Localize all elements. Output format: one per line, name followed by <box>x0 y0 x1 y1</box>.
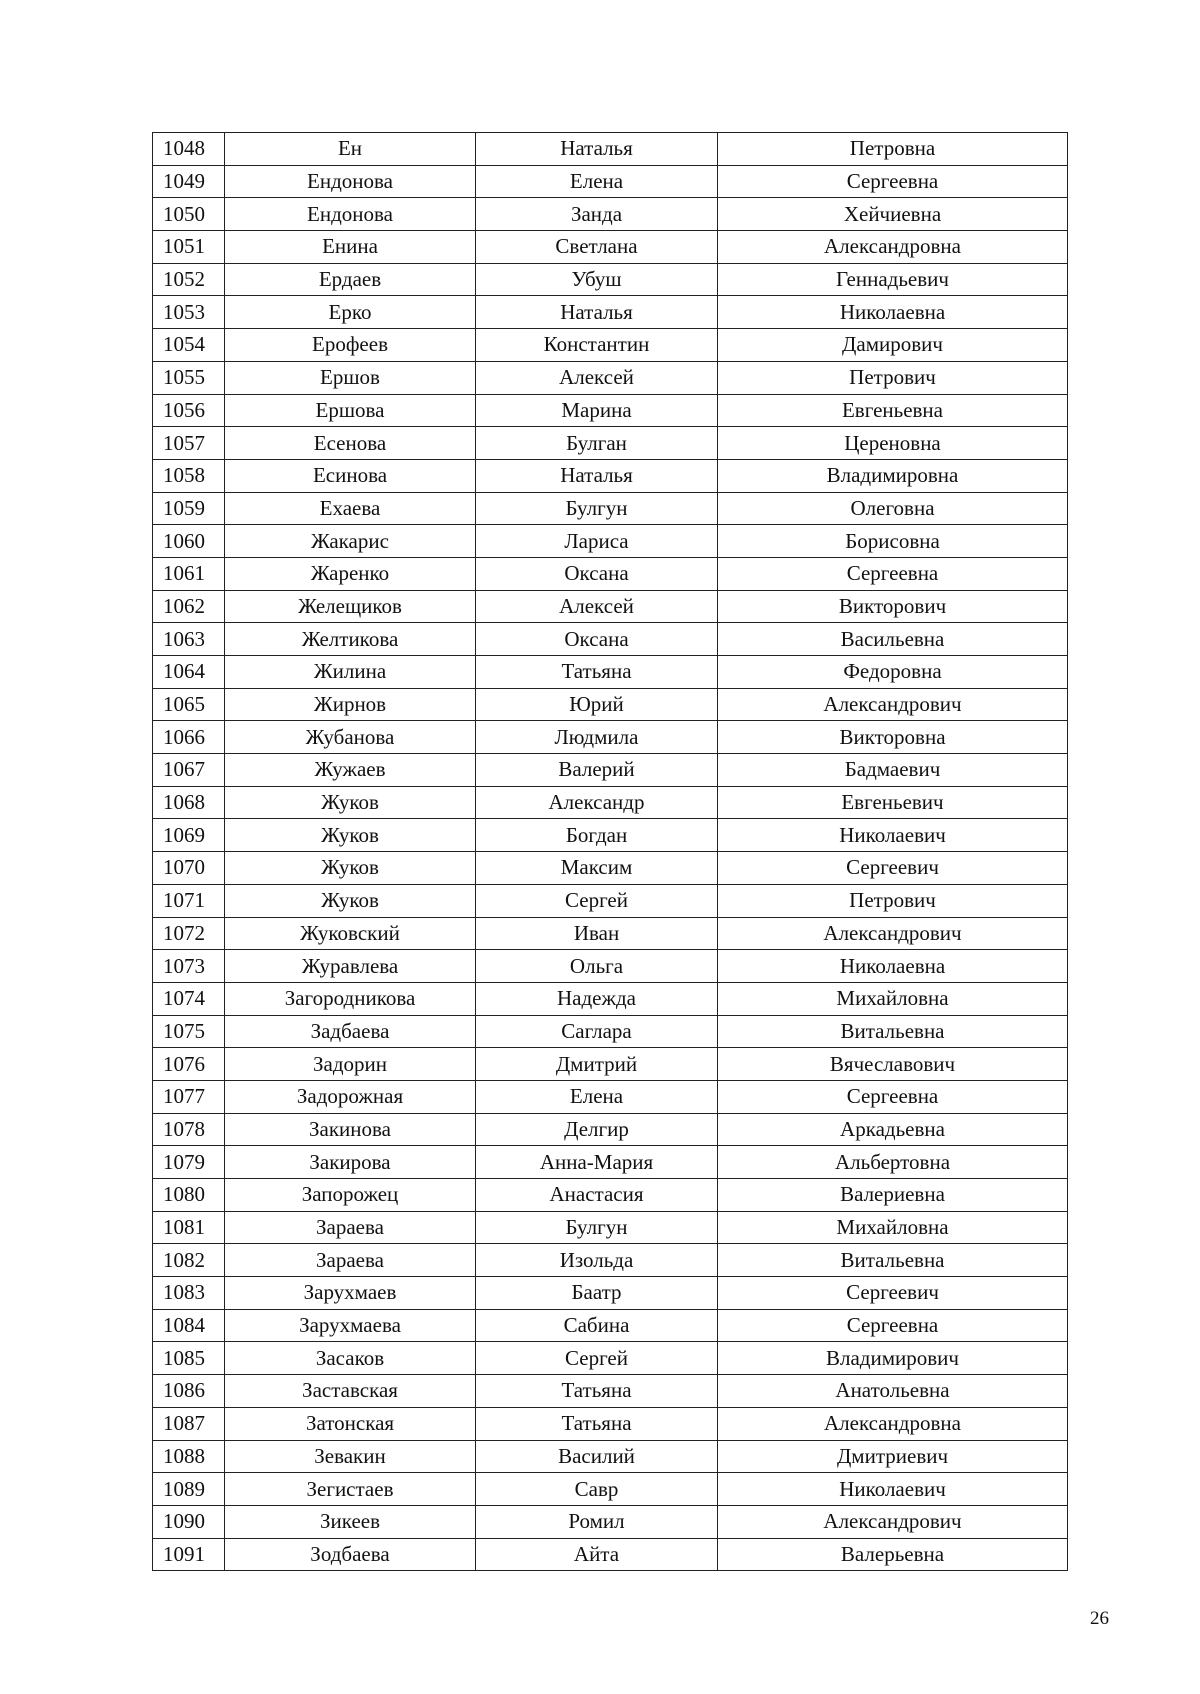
first-name-cell: Иван <box>476 917 718 950</box>
table-row <box>153 1048 1068 1081</box>
last-name-cell: Енина <box>225 231 476 264</box>
patronymic-cell: Александрович <box>718 1505 1068 1538</box>
row-number-cell: 1087 <box>153 1407 225 1440</box>
row-number-cell: 1078 <box>153 1113 225 1146</box>
row-number-cell: 1070 <box>153 852 225 885</box>
last-name-cell: Ендонова <box>225 198 476 231</box>
last-name-cell: Ерофеев <box>225 329 476 362</box>
first-name-cell: Татьяна <box>476 656 718 689</box>
patronymic-cell: Николаевна <box>718 950 1068 983</box>
first-name-cell: Наталья <box>476 133 718 166</box>
first-name-cell: Василий <box>476 1440 718 1473</box>
patronymic-cell: Хейчиевна <box>718 198 1068 231</box>
last-name-cell: Желещиков <box>225 590 476 623</box>
table-row <box>153 1277 1068 1310</box>
row-number-cell: 1061 <box>153 557 225 590</box>
row-number-cell: 1088 <box>153 1440 225 1473</box>
last-name-cell: Зарухмаева <box>225 1309 476 1342</box>
row-number-cell: 1066 <box>153 721 225 754</box>
table-row <box>153 1375 1068 1408</box>
last-name-cell: Заставская <box>225 1375 476 1408</box>
patronymic-cell: Александровна <box>718 231 1068 264</box>
row-number-cell: 1052 <box>153 263 225 296</box>
patronymic-cell: Васильевна <box>718 623 1068 656</box>
patronymic-cell: Бадмаевич <box>718 754 1068 787</box>
first-name-cell: Изольда <box>476 1244 718 1277</box>
patronymic-cell: Витальевна <box>718 1015 1068 1048</box>
patronymic-cell: Дамирович <box>718 329 1068 362</box>
first-name-cell: Оксана <box>476 557 718 590</box>
row-number-cell: 1080 <box>153 1179 225 1212</box>
row-number-cell: 1048 <box>153 133 225 166</box>
table-row <box>153 1342 1068 1375</box>
row-number-cell: 1053 <box>153 296 225 329</box>
table-row <box>153 133 1068 166</box>
row-number-cell: 1064 <box>153 656 225 689</box>
patronymic-cell: Геннадьевич <box>718 263 1068 296</box>
row-number-cell: 1085 <box>153 1342 225 1375</box>
table-row <box>153 852 1068 885</box>
row-number-cell: 1074 <box>153 982 225 1015</box>
table-row <box>153 296 1068 329</box>
patronymic-cell: Викторовна <box>718 721 1068 754</box>
row-number-cell: 1065 <box>153 688 225 721</box>
row-number-cell: 1051 <box>153 231 225 264</box>
patronymic-cell: Александрович <box>718 917 1068 950</box>
row-number-cell: 1073 <box>153 950 225 983</box>
row-number-cell: 1063 <box>153 623 225 656</box>
patronymic-cell: Евгеньевна <box>718 394 1068 427</box>
patronymic-cell: Александрович <box>718 688 1068 721</box>
row-number-cell: 1062 <box>153 590 225 623</box>
first-name-cell: Марина <box>476 394 718 427</box>
table-row <box>153 1080 1068 1113</box>
patronymic-cell: Валериевна <box>718 1179 1068 1212</box>
first-name-cell: Делгир <box>476 1113 718 1146</box>
row-number-cell: 1072 <box>153 917 225 950</box>
first-name-cell: Булгун <box>476 492 718 525</box>
table-row <box>153 819 1068 852</box>
patronymic-cell: Дмитриевич <box>718 1440 1068 1473</box>
table-row <box>153 1113 1068 1146</box>
first-name-cell: Баатр <box>476 1277 718 1310</box>
row-number-cell: 1069 <box>153 819 225 852</box>
last-name-cell: Ен <box>225 133 476 166</box>
row-number-cell: 1058 <box>153 459 225 492</box>
last-name-cell: Жуков <box>225 852 476 885</box>
last-name-cell: Есинова <box>225 459 476 492</box>
last-name-cell: Засаков <box>225 1342 476 1375</box>
patronymic-cell: Николаевич <box>718 1473 1068 1506</box>
patronymic-cell: Вячеславович <box>718 1048 1068 1081</box>
row-number-cell: 1076 <box>153 1048 225 1081</box>
table-row <box>153 1179 1068 1212</box>
first-name-cell: Сабина <box>476 1309 718 1342</box>
patronymic-cell: Сергеевна <box>718 165 1068 198</box>
names-table-body <box>153 133 1068 1571</box>
first-name-cell: Елена <box>476 1080 718 1113</box>
last-name-cell: Жилина <box>225 656 476 689</box>
last-name-cell: Желтикова <box>225 623 476 656</box>
row-number-cell: 1055 <box>153 361 225 394</box>
last-name-cell: Зараева <box>225 1211 476 1244</box>
table-row <box>153 1211 1068 1244</box>
table-row <box>153 1407 1068 1440</box>
table-row <box>153 459 1068 492</box>
first-name-cell: Ольга <box>476 950 718 983</box>
first-name-cell: Савр <box>476 1473 718 1506</box>
last-name-cell: Задбаева <box>225 1015 476 1048</box>
last-name-cell: Закирова <box>225 1146 476 1179</box>
table-row <box>153 165 1068 198</box>
row-number-cell: 1091 <box>153 1538 225 1571</box>
table-row <box>153 1473 1068 1506</box>
table-row <box>153 492 1068 525</box>
first-name-cell: Наталья <box>476 459 718 492</box>
last-name-cell: Жуков <box>225 786 476 819</box>
table-row <box>153 1309 1068 1342</box>
row-number-cell: 1084 <box>153 1309 225 1342</box>
page-number: 26 <box>1090 1608 1109 1629</box>
table-row <box>153 263 1068 296</box>
patronymic-cell: Петровна <box>718 133 1068 166</box>
patronymic-cell: Владимирович <box>718 1342 1068 1375</box>
last-name-cell: Жуков <box>225 884 476 917</box>
table-row <box>153 198 1068 231</box>
table-row <box>153 950 1068 983</box>
first-name-cell: Константин <box>476 329 718 362</box>
patronymic-cell: Аркадьевна <box>718 1113 1068 1146</box>
first-name-cell: Наталья <box>476 296 718 329</box>
patronymic-cell: Петрович <box>718 361 1068 394</box>
row-number-cell: 1077 <box>153 1080 225 1113</box>
table-row <box>153 1015 1068 1048</box>
first-name-cell: Оксана <box>476 623 718 656</box>
row-number-cell: 1075 <box>153 1015 225 1048</box>
last-name-cell: Ершов <box>225 361 476 394</box>
table-row <box>153 427 1068 460</box>
last-name-cell: Ерко <box>225 296 476 329</box>
first-name-cell: Максим <box>476 852 718 885</box>
first-name-cell: Занда <box>476 198 718 231</box>
row-number-cell: 1056 <box>153 394 225 427</box>
first-name-cell: Богдан <box>476 819 718 852</box>
row-number-cell: 1090 <box>153 1505 225 1538</box>
row-number-cell: 1071 <box>153 884 225 917</box>
first-name-cell: Анастасия <box>476 1179 718 1212</box>
last-name-cell: Задорожная <box>225 1080 476 1113</box>
row-number-cell: 1059 <box>153 492 225 525</box>
first-name-cell: Татьяна <box>476 1375 718 1408</box>
last-name-cell: Жубанова <box>225 721 476 754</box>
first-name-cell: Александр <box>476 786 718 819</box>
first-name-cell: Надежда <box>476 982 718 1015</box>
patronymic-cell: Сергеевич <box>718 852 1068 885</box>
table-row <box>153 721 1068 754</box>
table-row <box>153 884 1068 917</box>
patronymic-cell: Сергеевна <box>718 1080 1068 1113</box>
first-name-cell: Татьяна <box>476 1407 718 1440</box>
first-name-cell: Анна-Мария <box>476 1146 718 1179</box>
last-name-cell: Задорин <box>225 1048 476 1081</box>
patronymic-cell: Владимировна <box>718 459 1068 492</box>
first-name-cell: Убуш <box>476 263 718 296</box>
patronymic-cell: Петрович <box>718 884 1068 917</box>
last-name-cell: Зегистаев <box>225 1473 476 1506</box>
first-name-cell: Алексей <box>476 590 718 623</box>
last-name-cell: Журавлева <box>225 950 476 983</box>
row-number-cell: 1067 <box>153 754 225 787</box>
table-row <box>153 361 1068 394</box>
row-number-cell: 1082 <box>153 1244 225 1277</box>
patronymic-cell: Федоровна <box>718 656 1068 689</box>
row-number-cell: 1083 <box>153 1277 225 1310</box>
patronymic-cell: Олеговна <box>718 492 1068 525</box>
row-number-cell: 1054 <box>153 329 225 362</box>
first-name-cell: Айта <box>476 1538 718 1571</box>
table-row <box>153 590 1068 623</box>
last-name-cell: Ершова <box>225 394 476 427</box>
names-table <box>152 132 1068 1571</box>
row-number-cell: 1050 <box>153 198 225 231</box>
patronymic-cell: Николаевич <box>718 819 1068 852</box>
row-number-cell: 1068 <box>153 786 225 819</box>
first-name-cell: Сергей <box>476 884 718 917</box>
first-name-cell: Юрий <box>476 688 718 721</box>
last-name-cell: Закинова <box>225 1113 476 1146</box>
row-number-cell: 1057 <box>153 427 225 460</box>
table-row <box>153 623 1068 656</box>
patronymic-cell: Николаевна <box>718 296 1068 329</box>
row-number-cell: 1060 <box>153 525 225 558</box>
first-name-cell: Светлана <box>476 231 718 264</box>
first-name-cell: Елена <box>476 165 718 198</box>
last-name-cell: Жирнов <box>225 688 476 721</box>
last-name-cell: Ердаев <box>225 263 476 296</box>
last-name-cell: Жуков <box>225 819 476 852</box>
patronymic-cell: Валерьевна <box>718 1538 1068 1571</box>
table-row <box>153 688 1068 721</box>
last-name-cell: Жужаев <box>225 754 476 787</box>
patronymic-cell: Сергеевич <box>718 1277 1068 1310</box>
table-row <box>153 1538 1068 1571</box>
first-name-cell: Сергей <box>476 1342 718 1375</box>
last-name-cell: Зарухмаев <box>225 1277 476 1310</box>
last-name-cell: Жаренко <box>225 557 476 590</box>
last-name-cell: Зараева <box>225 1244 476 1277</box>
last-name-cell: Ехаева <box>225 492 476 525</box>
last-name-cell: Зодбаева <box>225 1538 476 1571</box>
last-name-cell: Жакарис <box>225 525 476 558</box>
table-row <box>153 656 1068 689</box>
first-name-cell: Людмила <box>476 721 718 754</box>
first-name-cell: Булгун <box>476 1211 718 1244</box>
last-name-cell: Есенова <box>225 427 476 460</box>
table-row <box>153 394 1068 427</box>
table-row <box>153 982 1068 1015</box>
table-row <box>153 1146 1068 1179</box>
patronymic-cell: Анатольевна <box>718 1375 1068 1408</box>
patronymic-cell: Александровна <box>718 1407 1068 1440</box>
last-name-cell: Затонская <box>225 1407 476 1440</box>
row-number-cell: 1086 <box>153 1375 225 1408</box>
first-name-cell: Саглара <box>476 1015 718 1048</box>
table-row <box>153 786 1068 819</box>
last-name-cell: Жуковский <box>225 917 476 950</box>
row-number-cell: 1089 <box>153 1473 225 1506</box>
last-name-cell: Зикеев <box>225 1505 476 1538</box>
last-name-cell: Зевакин <box>225 1440 476 1473</box>
first-name-cell: Валерий <box>476 754 718 787</box>
patronymic-cell: Михайловна <box>718 982 1068 1015</box>
first-name-cell: Дмитрий <box>476 1048 718 1081</box>
patronymic-cell: Михайловна <box>718 1211 1068 1244</box>
table-row <box>153 1440 1068 1473</box>
patronymic-cell: Альбертовна <box>718 1146 1068 1179</box>
table-row <box>153 231 1068 264</box>
table-row <box>153 525 1068 558</box>
first-name-cell: Лариса <box>476 525 718 558</box>
patronymic-cell: Витальевна <box>718 1244 1068 1277</box>
patronymic-cell: Сергеевна <box>718 557 1068 590</box>
patronymic-cell: Борисовна <box>718 525 1068 558</box>
last-name-cell: Загородникова <box>225 982 476 1015</box>
table-row <box>153 754 1068 787</box>
row-number-cell: 1079 <box>153 1146 225 1179</box>
first-name-cell: Алексей <box>476 361 718 394</box>
patronymic-cell: Евгеньевич <box>718 786 1068 819</box>
last-name-cell: Запорожец <box>225 1179 476 1212</box>
patronymic-cell: Сергеевна <box>718 1309 1068 1342</box>
table-row <box>153 1244 1068 1277</box>
table-row <box>153 557 1068 590</box>
patronymic-cell: Цереновна <box>718 427 1068 460</box>
table-row <box>153 917 1068 950</box>
patronymic-cell: Викторович <box>718 590 1068 623</box>
row-number-cell: 1081 <box>153 1211 225 1244</box>
table-row <box>153 1505 1068 1538</box>
last-name-cell: Ендонова <box>225 165 476 198</box>
table-row <box>153 329 1068 362</box>
first-name-cell: Ромил <box>476 1505 718 1538</box>
first-name-cell: Булган <box>476 427 718 460</box>
row-number-cell: 1049 <box>153 165 225 198</box>
